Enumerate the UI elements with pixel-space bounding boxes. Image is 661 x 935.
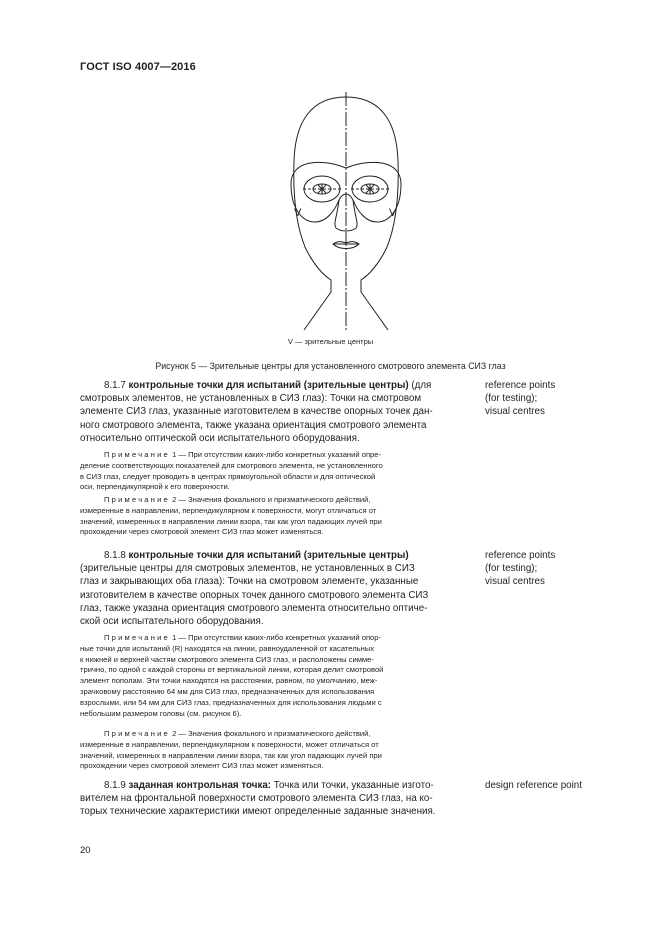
section-8-1-9: 8.1.9 заданная контрольная точка: Точка или точки, указанные изгото- вителем на фронтальной поверхности смотрового элемента СИЗ глаз, на ко- торых технические характеристики имеют определенные заданные значения. <box>80 780 436 818</box>
section-number: 8.1.8 <box>104 550 126 561</box>
term: заданная контрольная точка: <box>128 780 272 791</box>
head-figure <box>281 92 411 332</box>
note-8-1-8-1: Примечание 1 — При отсутствии каких-либо конкретных указаний опор- ные точки для испытаний (R) находятся на линии, равноудаленной от касательных к нижней и верхней частям смотрового элемента СИЗ глаз, и расположены симме- трично, по одной с каждой стороны от вертикальной линии, которая делит смотровой элемент пополам. Эти точки находятся на расстоянии, равном, по умолчанию, меж- зрачковому расстоянию 64 мм для СИЗ глаз, предназначенных для использования взрослыми, или 54 мм для СИЗ глаз, предназначенных для использования людьми с небольшим размером головы (см. рисунок 6). <box>80 633 384 718</box>
right-v-mark: V <box>389 207 397 219</box>
term: контрольные точки для испытаний (зрительные центры) <box>128 380 409 391</box>
section-number: 8.1.7 <box>104 380 126 391</box>
english-term-8-1-8: reference points (for testing); visual centres <box>485 550 556 588</box>
note-8-1-7-2: Примечание 2 — Значения фокального и призматического действий, измеренные в направлении, перпендикулярном к поверхности, могут отличаться от значений, измеренных в направлении линии взора, так как угол падающих лучей при прохождении через смотровой элемент СИЗ глаз может изменяться. <box>80 495 382 537</box>
section-8-1-8: 8.1.8 контрольные точки для испытаний (зрительные центры) (зрительные центры для смотровых элементов, не установленных в СИЗ глаз и закрывающих оба глаза): Точки на смотровом элементе, указанные изготовителем в качестве опорных точек данного смотрового элемента СИЗ глаз, также указана ориентация смотрового элемента относительно оптиче- ской оси испытательного оборудования. <box>80 550 429 628</box>
section-number: 8.1.9 <box>104 780 126 791</box>
english-term-8-1-7: reference points (for testing); visual centres <box>485 380 556 418</box>
figure-caption: Рисунок 5 — Зрительные центры для установленного смотрового элемента СИЗ глаз <box>155 361 506 371</box>
page-number: 20 <box>80 845 91 856</box>
left-v-mark: V <box>294 207 302 219</box>
document-header: ГОСТ ISO 4007—2016 <box>80 61 196 73</box>
term: контрольные точки для испытаний (зрительные центры) <box>128 550 409 561</box>
note-8-1-7-1: Примечание 1 — При отсутствии каких-либо конкретных указаний опре- деление соответствующих показателей для смотрового элемента, не установленного в СИЗ глаз, следует проводить в центрах прямоугольной области и для оптической оси, перпендикулярной к его поверхности. <box>80 450 383 492</box>
note-8-1-8-2: Примечание 2 — Значения фокального и призматического действий, измеренные в направлении, перпендикулярном к поверхности, может отличаться от значений, измеренных в направлении линии взора, так как угол падающих лучей при прохождении через смотровой элемент СИЗ глаз может изменяться. <box>80 729 382 771</box>
section-8-1-7: 8.1.7 контрольные точки для испытаний (зрительные центры) (для смотровых элементов, не установленных в СИЗ глаз): Точки на смотровом элементе СИЗ глаз, указанные изготовителем в качестве опорных точек дан- ного смотрового элемента, также указана ориентация смотрового элемента относительно оптической оси испытательного оборудования. <box>80 380 433 444</box>
english-term-8-1-9: design reference point <box>485 780 582 791</box>
figure-legend: V — зрительные центры <box>287 337 374 346</box>
